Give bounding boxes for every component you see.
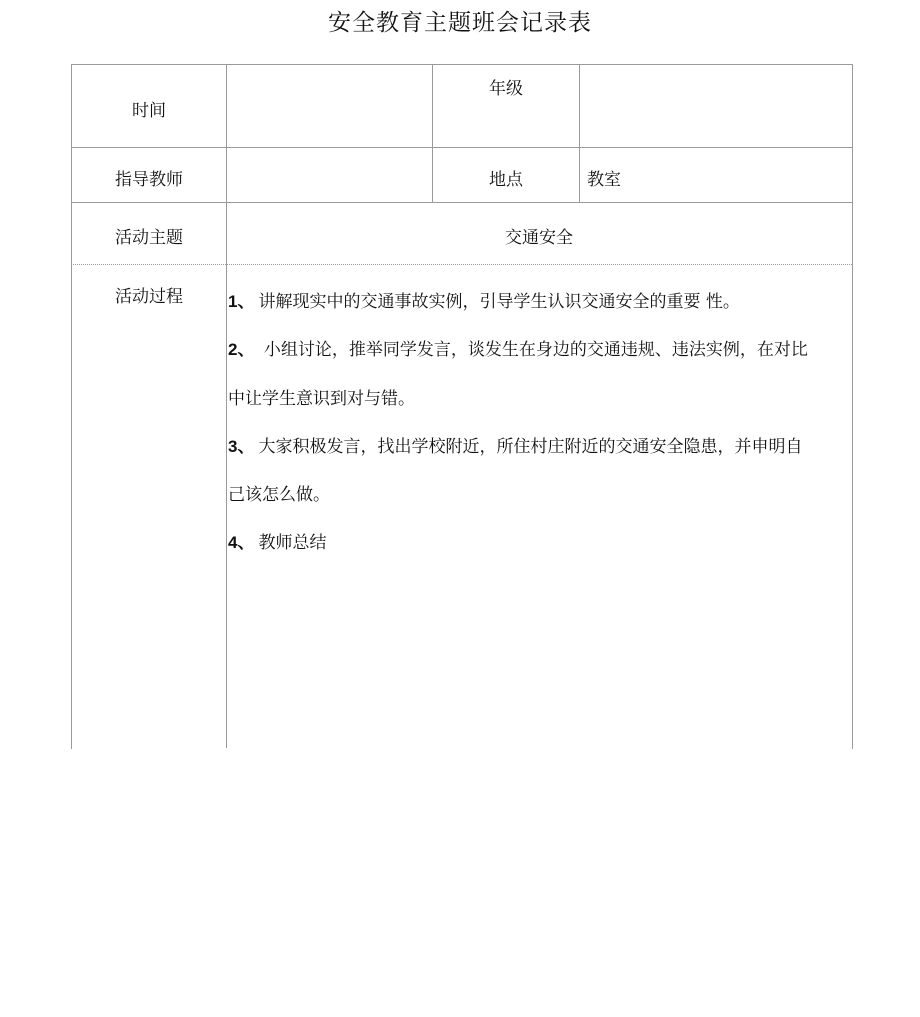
process-item-1-text: 讲解现实中的交通事故实例，引导学生认识交通安全的重要 性。 bbox=[258, 292, 740, 312]
process-item-4-text: 教师总结 bbox=[258, 533, 327, 553]
col-divider-right bbox=[579, 64, 580, 202]
row-divider-2 bbox=[71, 202, 852, 203]
process-item-3-number: 3、 bbox=[228, 437, 255, 456]
process-item-2-text: 小组讨论，推举同学发言，谈发生在身边的交通违规、违法实例，在对比 bbox=[258, 340, 808, 360]
row-divider-1 bbox=[71, 147, 852, 148]
page-title: 安全教育主题班会记录表 bbox=[328, 10, 592, 36]
process-item-1-number: 1、 bbox=[228, 292, 255, 311]
process-item-4 bbox=[228, 528, 326, 553]
process-item-4-number: 4、 bbox=[228, 533, 255, 552]
process-item-3-continuation: 己该怎么做。 bbox=[228, 485, 330, 505]
location-value: 教室 bbox=[587, 170, 621, 190]
location-label: 地点 bbox=[489, 170, 523, 190]
col-divider-label bbox=[226, 64, 227, 748]
row-divider-3 bbox=[71, 264, 852, 265]
process-item-3 bbox=[228, 432, 802, 457]
process-item-2-number: 2、 bbox=[228, 340, 255, 359]
process-item-3-text: 大家积极发言，找出学校附近，所住村庄附近的交通安全隐患，并申明自 bbox=[258, 437, 803, 457]
process-item-2-continuation: 中让学生意识到对与错。 bbox=[228, 389, 415, 409]
grade-label: 年级 bbox=[489, 79, 523, 99]
theme-value: 交通安全 bbox=[505, 228, 573, 248]
process-item-1 bbox=[228, 287, 740, 312]
teacher-label: 指导教师 bbox=[115, 170, 183, 190]
process-label: 活动过程 bbox=[115, 287, 183, 307]
theme-label: 活动主题 bbox=[115, 228, 183, 248]
process-item-2 bbox=[228, 335, 808, 360]
time-label: 时间 bbox=[132, 101, 166, 121]
